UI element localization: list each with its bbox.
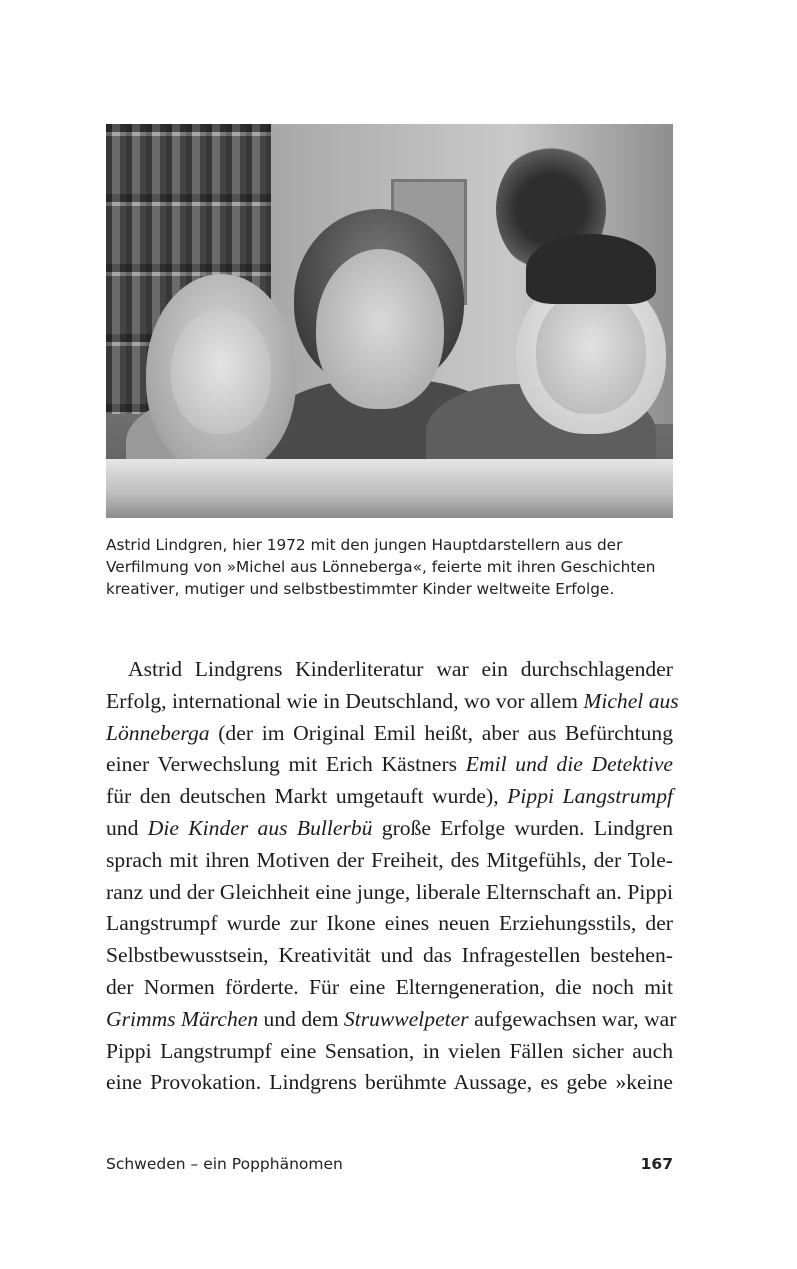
- text-line: [106, 972, 673, 1004]
- photo-astrid-lindgren-with-children: [106, 124, 673, 518]
- running-title: Schweden – ein Popphänomen: [106, 1155, 343, 1173]
- photo-boy-cap: [526, 234, 656, 304]
- photo-girl-face: [171, 309, 271, 434]
- page-number: 167: [640, 1155, 673, 1173]
- body-paragraph: [106, 654, 679, 1099]
- photo-rail: [106, 459, 673, 518]
- italic-title-text: Grimms Märchen: [106, 1006, 259, 1031]
- text-segment: für den deutschen Markt umgetauft wurde),: [106, 784, 508, 809]
- text-segment: und: [106, 815, 148, 840]
- text-line: [106, 654, 673, 686]
- text-segment: ranz und der Gleichheit eine junge, liberale Elternschaft an. Pippi: [106, 879, 673, 904]
- text-segment: Erfolg, international wie in Deutschland, wo vor allem: [106, 688, 584, 713]
- italic-title-text: Michel aus: [583, 688, 679, 713]
- text-line: [106, 908, 673, 940]
- text-segment: Selbstbewusstsein, Kreativität und das Infragestellen bestehen-: [106, 943, 673, 968]
- text-segment: sprach mit ihren Motiven der Freiheit, des Mitgefühls, der Tole-: [106, 847, 673, 872]
- italic-title-text: Die Kinder aus Bullerbü: [147, 815, 373, 840]
- text-line: [106, 718, 673, 750]
- text-segment: Astrid Lindgrens Kinderliteratur war ein durchschlagender: [128, 657, 673, 681]
- text-line: [106, 1067, 673, 1099]
- photo-woman-face: [316, 249, 444, 409]
- text-segment: (der im Original Emil heißt, aber aus Befürchtung: [209, 720, 673, 745]
- text-segment: einer Verwechslung mit Erich Kästners: [106, 752, 466, 777]
- text-line: [106, 845, 673, 877]
- caption-line: Astrid Lindgren, hier 1972 mit den jungen Hauptdarstellern aus der: [106, 536, 623, 554]
- text-line: [106, 813, 673, 845]
- italic-title-text: Pippi Langstrumpf: [507, 784, 674, 809]
- text-segment: große Erfolge wurden. Lindgren: [372, 815, 673, 840]
- text-segment: und dem: [258, 1006, 344, 1031]
- text-line: [106, 1036, 673, 1068]
- text-line: [106, 1004, 677, 1036]
- text-segment: Langstrumpf wurde zur Ikone eines neuen Erziehungsstils, der: [106, 911, 673, 936]
- italic-title-text: Lönneberga: [106, 720, 210, 745]
- text-line: [106, 877, 673, 909]
- text-line: [106, 940, 673, 972]
- text-line: [106, 749, 673, 781]
- text-segment: Pippi Langstrumpf eine Sensation, in vielen Fällen sicher auch: [106, 1038, 673, 1063]
- page-footer: [106, 1155, 673, 1173]
- caption-line: Verfilmung von »Michel aus Lönneberga«, feierte mit ihren Geschichten: [106, 558, 656, 576]
- italic-title-text: Struwwelpeter: [343, 1006, 469, 1031]
- photo-boy-face: [536, 289, 646, 414]
- italic-title-text: Emil und die Detektive: [465, 752, 674, 777]
- text-line: [106, 781, 673, 813]
- text-segment: der Normen förderte. Für eine Elterngeneration, die noch mit: [106, 974, 673, 999]
- text-segment: aufgewachsen war, war: [468, 1006, 677, 1031]
- text-line: [106, 686, 679, 718]
- text-segment: eine Provokation. Lindgrens berühmte Aussage, es gebe »keine: [106, 1070, 673, 1095]
- caption-line: kreativer, mutiger und selbstbestimmter Kinder weltweite Erfolge.: [106, 580, 615, 598]
- photo-caption: [106, 534, 681, 600]
